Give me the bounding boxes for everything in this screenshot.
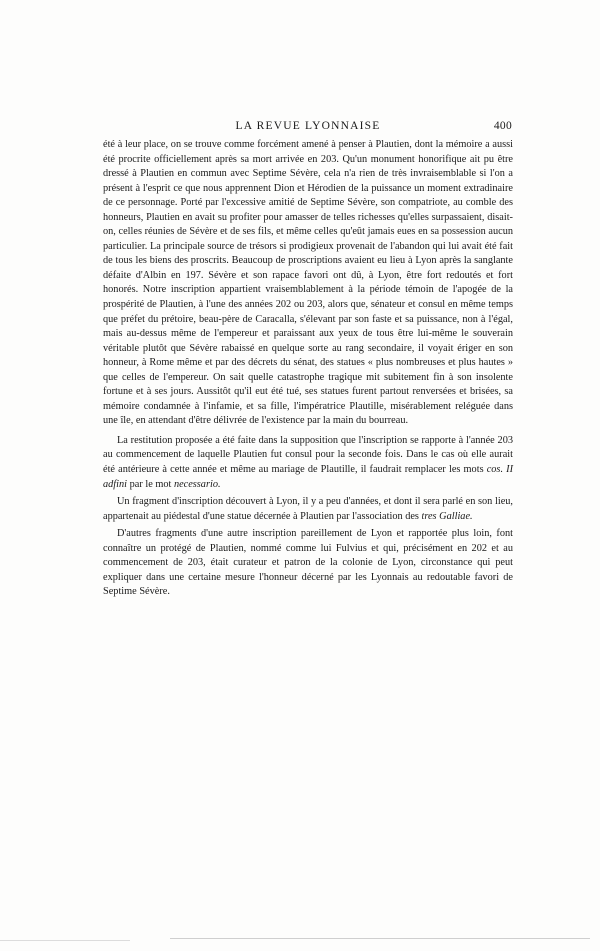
paragraph-3-italic: tres Galliae. bbox=[421, 510, 473, 522]
paragraph-1-text: été à leur place, on se trouve comme forcément amené à penser à Plautien, dont la mémoire a aussi été procrite officiellement après sa mort arrivée en 203. Qu'un monument honorifique ait pu être dressé à Plautien en commun avec Septime Sévère, cela n'a rien de très invraisemblable si l'on a présent à l'esprit ce que nous apprennent Dion et Hérodien de la puissance un moment extradinaire de ce personnage. Porté par l'excessive amitié de Septime Sévère, son compatriote, au comble des honneurs, Plautien en avait su profiter pour amasser de telles richesses qu'elles surpassaient, disait-on, celles réunies de Sévère et de ses fils, et même celles qu'eût jamais eues en sa possession aucun particulier. La principale source de trésors si prodigieux provenait de l'abandon qui lui avait été fait de tous les biens des proscrits. Beaucoup de proscriptions avaient eu lieu à Lyon après la sanglante défaite d'Albin en 197. Sévère et son rapace favori ont dû, à Lyon, être fort redoutés et fort honorés. Notre inscription appartient vraisemblablement à la période témoin de l'apogée de la prospérité de Plautien, à l'une des années 202 ou 203, alors que, sénateur et consul en même temps que préfet du prétoire, beau-père de Caracalla, s'élevant par son faste et sa puissance, non à l'égal, mais au-dessus même de l'empereur et paraissant aux yeux de tous être lui-même le souverain véritable plutôt que Sévère rabaissé en quelque sorte au rang secondaire, il voyait ériger en son honneur, à Rome même et par des décrets du sénat, des statues « plus nombreuses et plus hautes » que celles de l'empereur. On sait quelle catastrophe tragique mit subitement fin à son insolente fortune et à ses jours. Aussitôt qu'il eut été tué, ses statues furent partout renversées et brisées, sa mémoire condamnée à l'infamie, et sa fille, l'impératrice Plautille, misérablement reléguée dans une île, en attendant d'être délivrée de l'existence par la main du bourreau. bbox=[103, 139, 513, 427]
paragraph-2-text-b: par le mot bbox=[127, 478, 174, 490]
bottom-edge-line bbox=[170, 938, 590, 939]
paragraph-2-text-a: La restitution proposée a été faite dans la supposition que l'inscription se rapporte à l'année 203 au commencement de laquelle Plautien fut consul pour la seconde fois. Dans le cas où elle aurait été antérieure à cette année et même au mariage de Plautille, il faudrait remplacer les mots bbox=[103, 434, 513, 476]
paragraph-2-italic-a: cos. II adfini bbox=[103, 464, 514, 490]
paragraph-3-text: Un fragment d'inscription découvert à Lyon, il y a peu d'années, et dont il sera parlé en son lieu, appartenait au piédestal d'une statue décernée à Plautien par l'association des bbox=[103, 496, 513, 522]
paragraph-4-text: D'autres fragments d'une autre inscription pareillement de Lyon et rapportée plus loin, font connaître un protégé de Plautien, nommé comme lui Fulvius et qui, précisément en 202 et au commencement de 203, était curateur et patron de la colonie de Lyon, circonstance qui peut expliquer dans une certaine mesure l'honneur décerné par les Lyonnais au redoutable favori de Septime Sévère. bbox=[103, 528, 513, 598]
page-number: 400 bbox=[493, 120, 512, 132]
paragraph-2-italic-b: necessario. bbox=[173, 478, 221, 490]
body-text bbox=[103, 138, 513, 600]
paragraph-1 bbox=[103, 138, 513, 429]
running-head bbox=[104, 120, 512, 136]
paragraph-2 bbox=[103, 434, 513, 492]
paragraph-4 bbox=[103, 527, 513, 600]
running-title: LA REVUE LYONNAISE bbox=[235, 120, 381, 132]
bottom-edge-line-left bbox=[0, 940, 130, 941]
paragraph-3 bbox=[103, 495, 513, 524]
